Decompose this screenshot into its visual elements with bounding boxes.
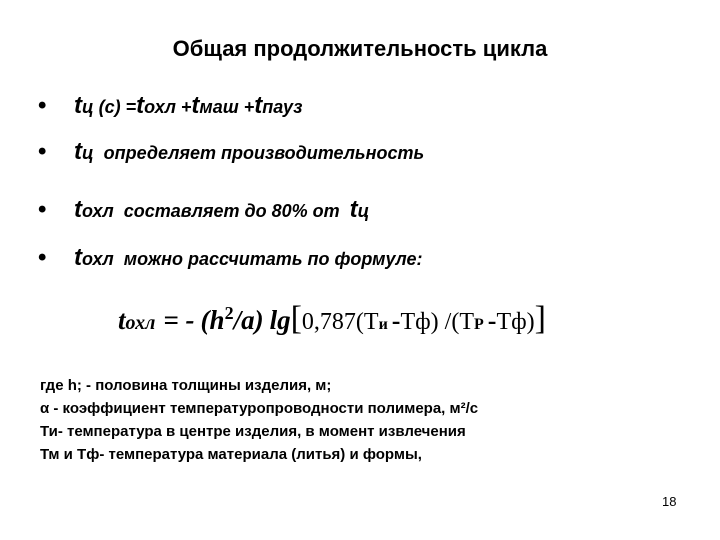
t-symbol: t [74, 92, 82, 119]
term-text: пауз [262, 97, 303, 117]
slide-title: Общая продолжительность цикла [172, 36, 548, 61]
formula-tf: Tф [400, 309, 431, 335]
term-text: охл + [144, 97, 192, 117]
formula-t-open: (T [355, 309, 379, 335]
formula-paren-close: ) [526, 309, 535, 335]
formula-div-a: /a) [233, 305, 264, 335]
bullet-cycle-sum [38, 92, 302, 120]
bullet-marker: • [38, 244, 47, 271]
t-subscript: ц [357, 201, 370, 221]
formula-lhs-sub: охл [125, 312, 156, 334]
formula-t-sub-i: и [378, 316, 388, 333]
definition-line: Ти- температура в центре изделия, в момент извлечения [40, 423, 466, 440]
term-text: маш + [199, 97, 255, 117]
formula-t-sub-p: P [474, 316, 484, 333]
t-symbol: t [74, 196, 82, 223]
formula-bracket-open: [ [290, 300, 302, 337]
term-text: ц (с) = [82, 97, 137, 117]
formula-h: h [209, 305, 225, 335]
formula-paren-close: ) [430, 309, 439, 335]
bullet-text: определяет производительность [103, 143, 425, 163]
t-subscript: охл [82, 201, 114, 221]
cooling-time-formula [118, 300, 546, 338]
bullet-formula-intro [38, 244, 422, 272]
formula-bracket-close: ] [534, 300, 546, 337]
page-number: 18 [662, 494, 677, 509]
formula-coef: 0,787 [301, 309, 356, 335]
definition-line: где h; - половина толщины изделия, м; [40, 377, 332, 394]
formula-eq: = - [163, 305, 195, 335]
t-symbol: t [136, 92, 145, 119]
t-subscript: охл [82, 249, 114, 269]
formula-tf: Tф [496, 309, 527, 335]
bullet-marker: • [38, 92, 47, 119]
formula-minus: - [391, 306, 401, 335]
bullet-cooling-share [38, 196, 369, 224]
bullet-productivity [38, 138, 424, 166]
bullet-text: составляет до 80% от [123, 201, 340, 221]
bullet-text: можно рассчитать по формуле: [123, 249, 423, 269]
t-symbol: t [254, 92, 263, 119]
t-symbol: t [74, 244, 82, 271]
formula-paren-open: ( [200, 305, 210, 335]
t-symbol: t [191, 92, 200, 119]
formula-lg: lg [269, 305, 291, 335]
t-subscript: ц [82, 143, 94, 163]
formula-minus: - [487, 306, 497, 335]
formula-slash-open: /(T [444, 309, 474, 335]
variable-definitions [40, 374, 478, 466]
bullet-marker: • [38, 138, 47, 165]
t-symbol: t [349, 196, 358, 223]
formula-exponent: 2 [224, 303, 234, 323]
definition-line: Тм и Тф- температура материала (литья) и формы, [40, 446, 422, 463]
bullet-marker: • [38, 196, 47, 223]
t-symbol: t [74, 138, 82, 165]
definition-line: α - коэффициент температуропроводности полимера, м²/с [40, 400, 479, 417]
formula-lhs: t [118, 305, 126, 335]
